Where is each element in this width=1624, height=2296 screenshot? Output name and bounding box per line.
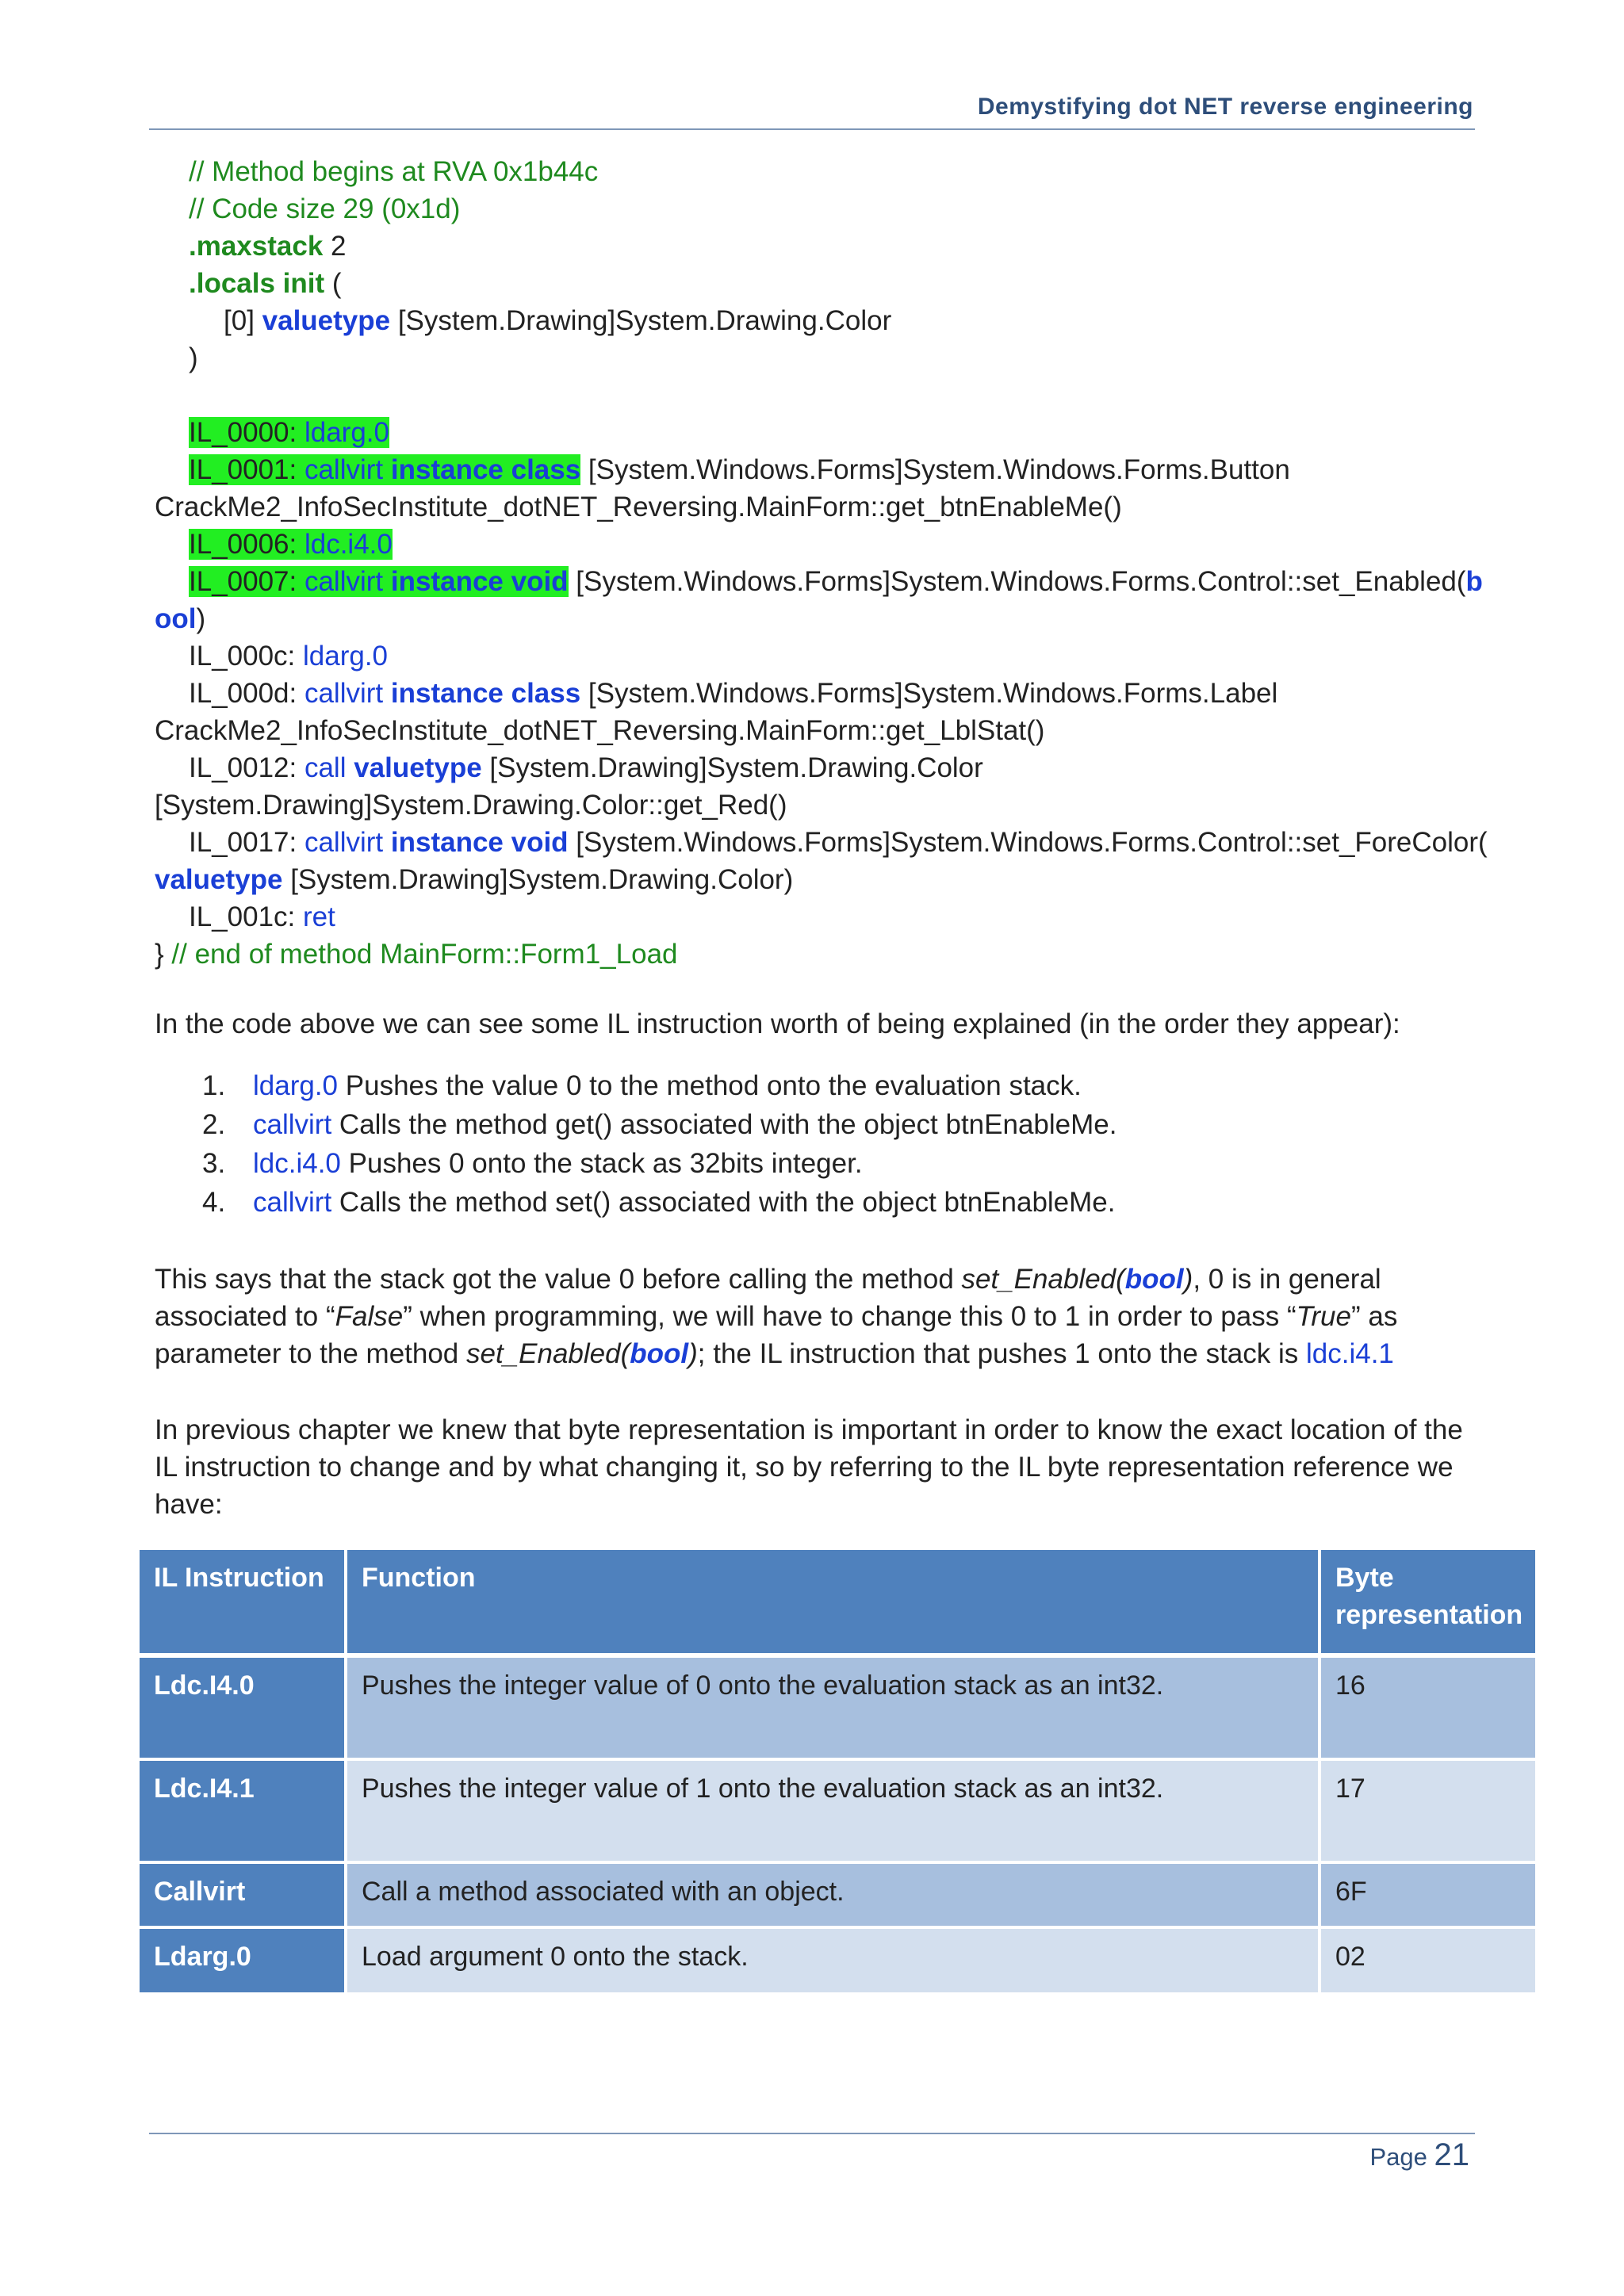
code-line-highlighted: IL_0001: callvirt instance class [System.Windows.Forms]System.Windows.Forms.Button: [189, 454, 1290, 485]
code-line: .maxstack 2: [189, 231, 347, 262]
header-divider: [149, 128, 1475, 130]
list-item: 2. callvirt Calls the method get() associated with the object btnEnableMe.: [202, 1109, 1117, 1140]
code-line: ): [189, 342, 198, 373]
table-row-function: Pushes the integer value of 0 onto the evaluation stack as an int32.: [347, 1658, 1318, 1758]
code-line-highlighted: IL_0000: ldarg.0: [189, 417, 389, 448]
code-line: IL_001c: ret: [189, 901, 335, 932]
explanation-paragraph: This says that the stack got the value 0 before calling the method set_Enabled(bool), 0 is in general associated to “False” when programming, we will have to change this 0 to 1 in order to pass “True” as parameter to the method set_Enabled(bool); the IL instruction that pushes 1 onto the stack is ldc.i4.1: [155, 1264, 1398, 1369]
code-line: } // end of method MainForm::Form1_Load: [155, 939, 678, 970]
table-row-function: Call a method associated with an object.: [347, 1864, 1318, 1926]
code-line: // Method begins at RVA 0x1b44c: [189, 156, 599, 187]
code-line: IL_000c: ldarg.0: [189, 641, 389, 672]
table-header-cell: Function: [347, 1550, 1318, 1653]
running-header: Demystifying dot NET reverse engineering: [977, 94, 1473, 120]
footer-divider: [149, 2133, 1475, 2134]
code-line: CrackMe2_InfoSecInstitute_dotNET_Reversing.MainForm::get_LblStat(): [155, 715, 1045, 746]
table-header-cell: Byte representation: [1321, 1550, 1535, 1653]
table-row-instruction: Ldc.I4.1: [140, 1761, 344, 1861]
code-line: // Code size 29 (0x1d): [189, 193, 461, 224]
table-row-byte: 6F: [1321, 1864, 1535, 1926]
list-item: 4. callvirt Calls the method set() associated with the object btnEnableMe.: [202, 1187, 1116, 1218]
table-row-byte: 17: [1321, 1761, 1535, 1861]
table-row-instruction: Ldc.I4.0: [140, 1658, 344, 1758]
table-header-cell: IL Instruction: [140, 1550, 344, 1653]
code-line: IL_0012: call valuetype [System.Drawing]System.Drawing.Color: [189, 752, 983, 783]
table-row-instruction: Callvirt: [140, 1864, 344, 1926]
list-item: 1. ldarg.0 Pushes the value 0 to the method onto the evaluation stack.: [202, 1070, 1082, 1101]
code-line: CrackMe2_InfoSecInstitute_dotNET_Reversing.MainForm::get_btnEnableMe(): [155, 492, 1122, 522]
table-row-byte: 16: [1321, 1658, 1535, 1758]
code-line: .locals init (: [189, 268, 342, 299]
code-line: valuetype [System.Drawing]System.Drawing.Color): [155, 864, 794, 895]
code-line-highlighted: IL_0006: ldc.i4.0: [189, 529, 393, 560]
code-line-highlighted: IL_0007: callvirt instance void [System.Windows.Forms]System.Windows.Forms.Control::set_Enabled(b: [189, 566, 1483, 597]
table-row-function: Load argument 0 onto the stack.: [347, 1929, 1318, 1992]
code-line: ool): [155, 603, 206, 634]
list-item: 3. ldc.i4.0 Pushes 0 onto the stack as 32bits integer.: [202, 1148, 863, 1179]
code-line: [System.Drawing]System.Drawing.Color::get_Red(): [155, 790, 787, 821]
page-number: Page 21: [1369, 2137, 1469, 2172]
code-line: IL_0017: callvirt instance void [System.Windows.Forms]System.Windows.Forms.Control::set_ForeColor(: [189, 827, 1488, 858]
reference-paragraph: In previous chapter we knew that byte representation is important in order to know the exact location of the IL instruction to change and by what changing it, so by referring to the IL byte representation reference we have:: [155, 1414, 1463, 1520]
code-line: IL_000d: callvirt instance class [System.Windows.Forms]System.Windows.Forms.Label: [189, 678, 1278, 709]
intro-paragraph: In the code above we can see some IL instruction worth of being explained (in the order they appear):: [155, 1008, 1400, 1039]
table-row-byte: 02: [1321, 1929, 1535, 1992]
table-row-instruction: Ldarg.0: [140, 1929, 344, 1992]
code-line: [0] valuetype [System.Drawing]System.Drawing.Color: [224, 305, 892, 336]
table-row-function: Pushes the integer value of 1 onto the evaluation stack as an int32.: [347, 1761, 1318, 1861]
